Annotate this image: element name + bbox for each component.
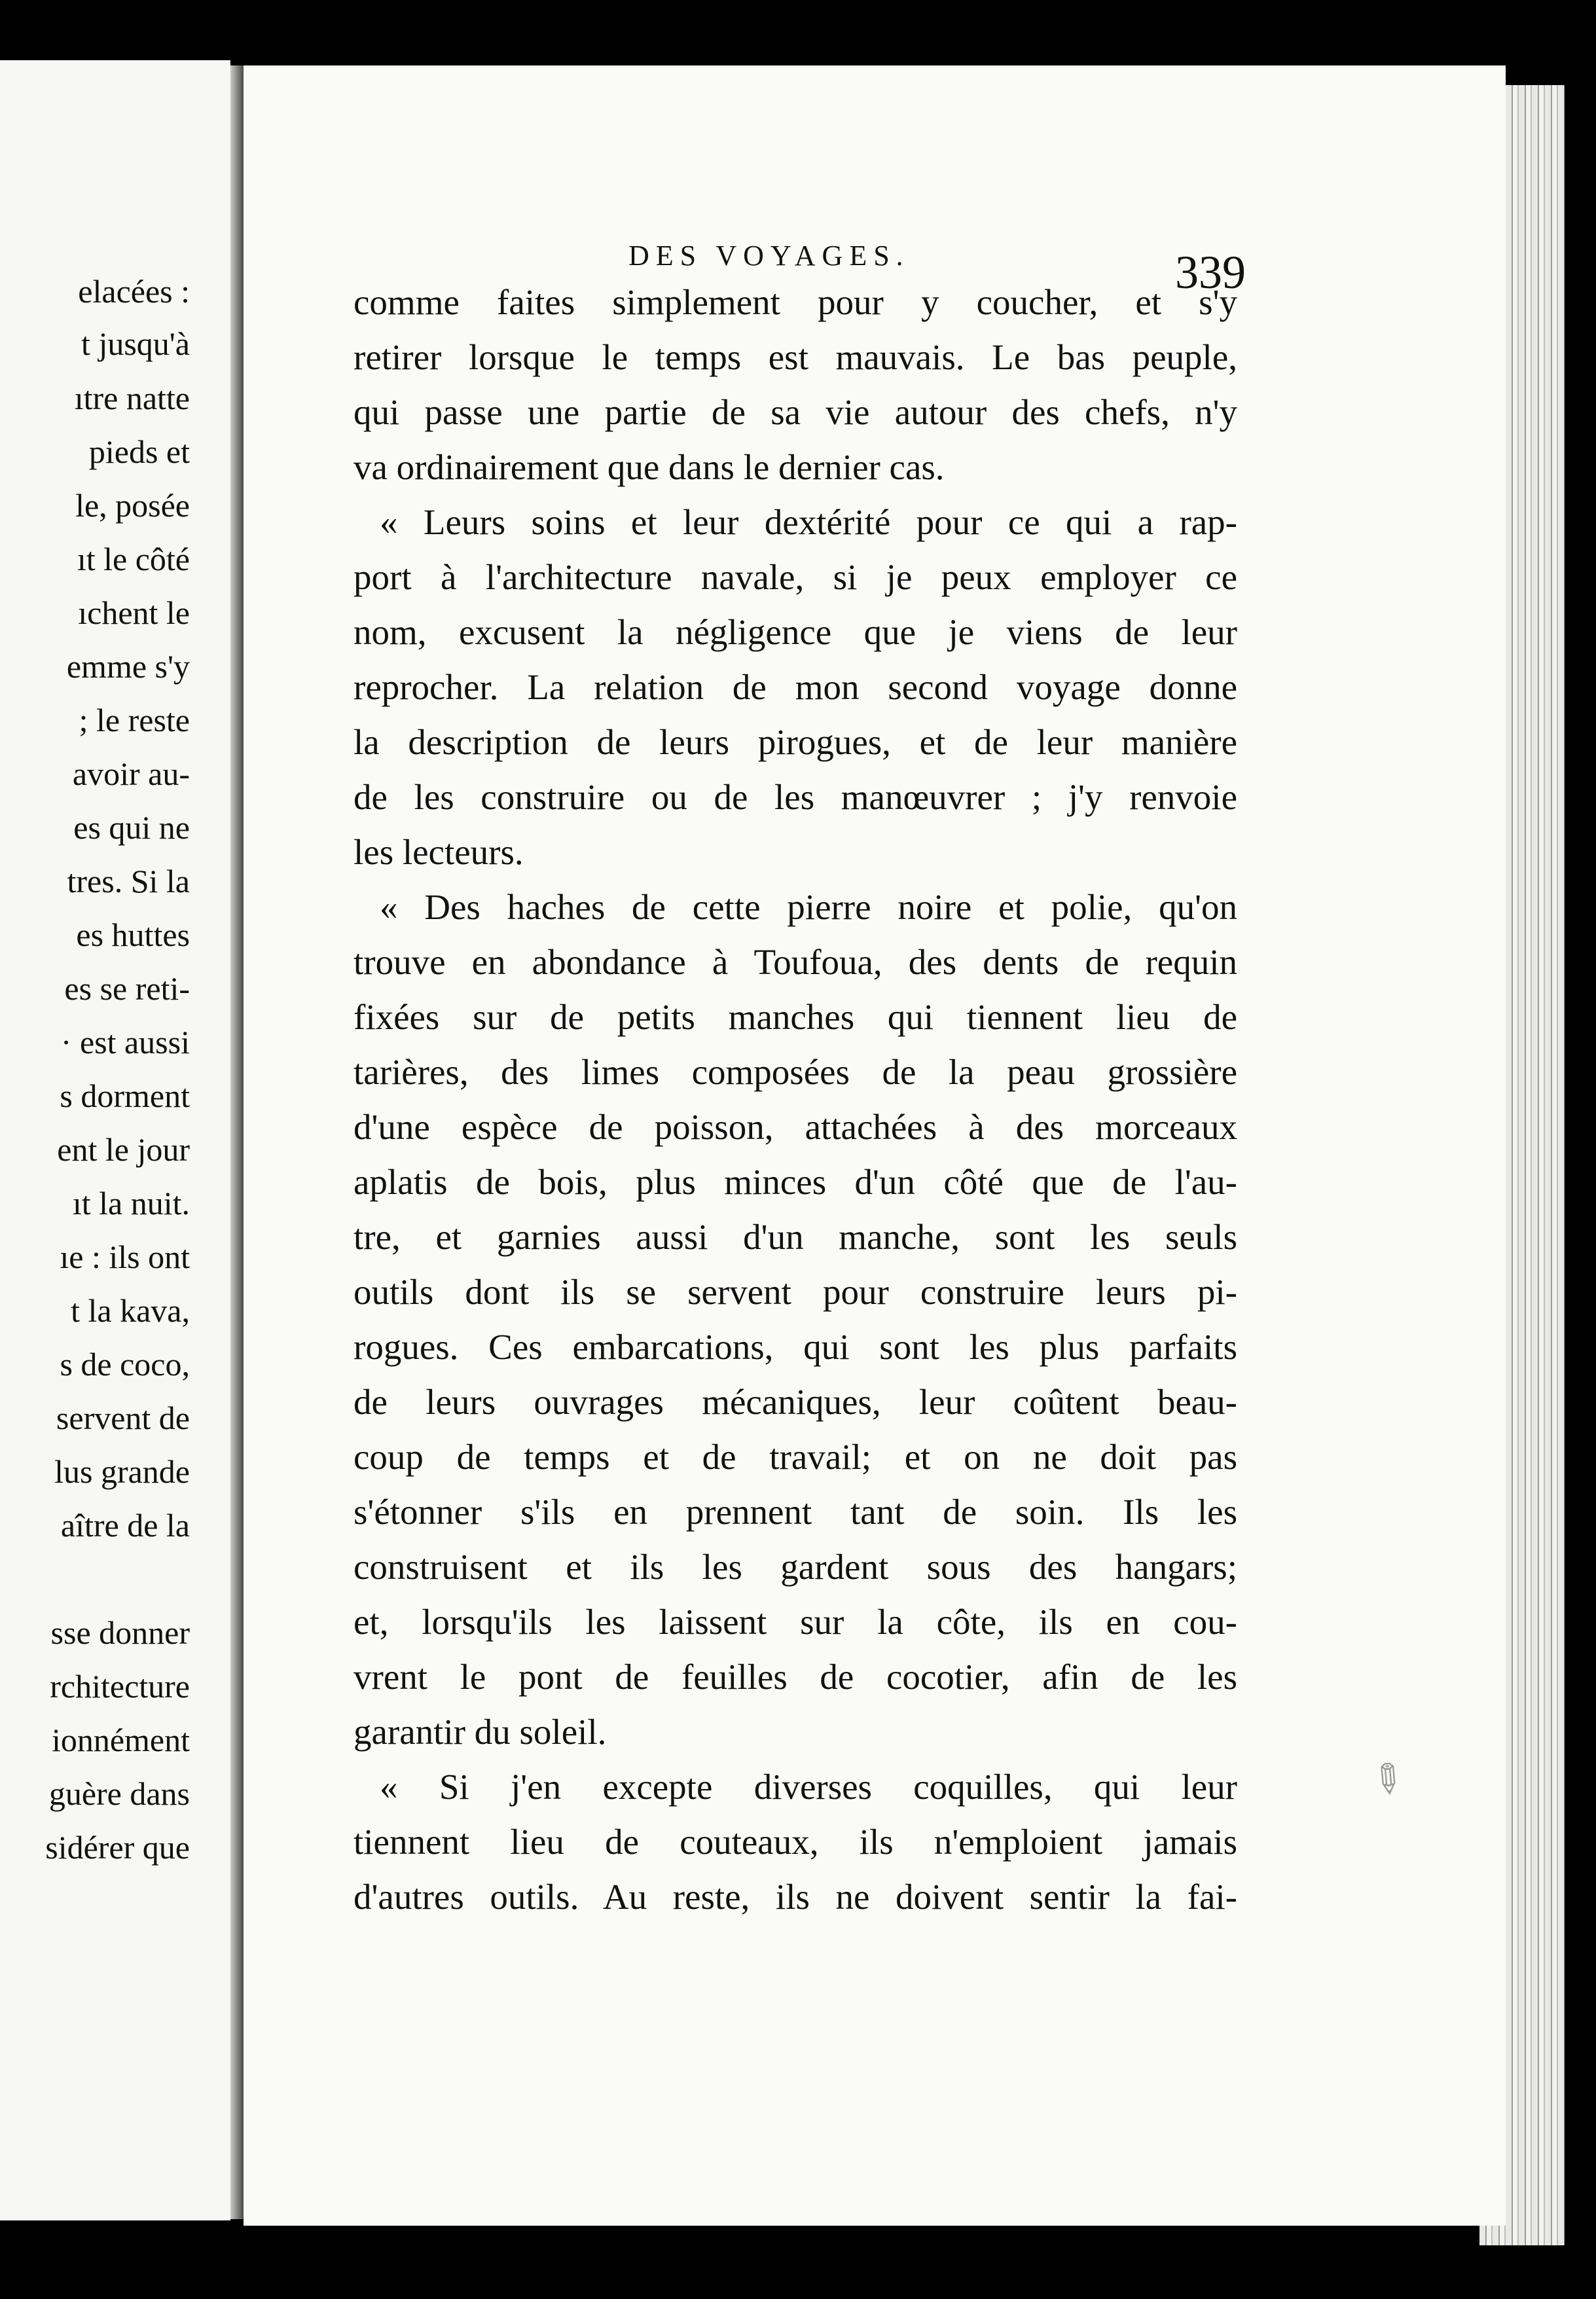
text-line: qui passe une partie de sa vie autour des chefs, n'y xyxy=(354,392,1237,432)
running-head: DES VOYAGES. xyxy=(628,240,910,272)
left-page-line: t la kava, xyxy=(71,1292,190,1329)
left-page-line: ent le jour xyxy=(57,1131,190,1168)
left-page-line: pieds et xyxy=(88,433,190,470)
text-line: les lecteurs. xyxy=(354,832,524,872)
text-line: vrent le pont de feuilles de cocotier, afin de les xyxy=(354,1657,1237,1697)
left-page-line: es qui ne xyxy=(73,809,190,846)
text-line: port à l'architecture navale, si je peux employer ce xyxy=(354,557,1237,597)
left-page-line: ıe : ils ont xyxy=(60,1239,190,1275)
text-line: « Leurs soins et leur dextérité pour ce qui a rap- xyxy=(380,502,1237,542)
text-line: trouve en abondance à Toufoua, des dents de requin xyxy=(354,942,1237,982)
left-page-line: sse donner xyxy=(50,1614,190,1651)
text-line: la description de leurs pirogues, et de leur manière xyxy=(354,722,1237,762)
text-line: « Si j'en excepte diverses coquilles, qui leur xyxy=(380,1767,1237,1807)
text-line: de les construire ou de les manœuvrer ; j'y renvoie xyxy=(354,777,1237,817)
left-page-line: ıt le côté xyxy=(77,541,190,577)
left-page-line: rchitecture xyxy=(50,1668,190,1705)
left-page-line: emme s'y xyxy=(66,648,190,685)
left-page-line: tres. Si la xyxy=(67,863,190,899)
text-line: « Des haches de cette pierre noire et polie, qu'on xyxy=(380,887,1237,927)
text-line: construisent et ils les gardent sous des hangars; xyxy=(354,1547,1237,1587)
text-line: rogues. Ces embarcations, qui sont les plus parfaits xyxy=(354,1327,1237,1367)
left-page-line: ionnément xyxy=(51,1722,190,1758)
text-line: tiennent lieu de couteaux, ils n'emploient jamais xyxy=(354,1822,1237,1862)
left-page-line: es se reti- xyxy=(64,970,190,1007)
left-page-line: servent de xyxy=(56,1400,190,1436)
text-line: coup de temps et de travail; et on ne doit pas xyxy=(354,1437,1237,1477)
left-page-line: sidérer que xyxy=(45,1829,190,1866)
left-page-line: guère dans xyxy=(48,1775,190,1812)
text-line: d'une espèce de poisson, attachées à des morceaux xyxy=(354,1107,1237,1147)
text-line: tre, et garnies aussi d'un manche, sont les seuls xyxy=(354,1217,1237,1257)
text-line: comme faites simplement pour y coucher, et s'y xyxy=(354,282,1237,322)
page-number: 339 xyxy=(1175,246,1246,299)
left-page-line: le, posée xyxy=(75,487,190,524)
text-line: nom, excusent la négligence que je viens de leur xyxy=(354,612,1237,652)
text-line: garantir du soleil. xyxy=(354,1712,607,1752)
left-page-line: elacées : xyxy=(78,273,190,310)
left-page-line: ıt la nuit. xyxy=(72,1185,190,1222)
left-page-line: lus grande xyxy=(54,1453,190,1490)
text-line: s'étonner s'ils en prennent tant de soin. Ils les xyxy=(354,1492,1237,1532)
text-line: aplatis de bois, plus minces d'un côté que de l'au- xyxy=(354,1162,1237,1202)
left-page-line: avoir au- xyxy=(72,755,190,792)
left-page-line: es huttes xyxy=(76,916,190,953)
text-line: d'autres outils. Au reste, ils ne doivent sentir la fai- xyxy=(354,1877,1237,1917)
text-line: et, lorsqu'ils les laissent sur la côte, ils en cou- xyxy=(354,1602,1237,1642)
left-page-line: ıchent le xyxy=(78,594,190,631)
text-line: tarières, des limes composées de la peau grossière xyxy=(354,1052,1237,1092)
left-page-line: aître de la xyxy=(60,1507,190,1544)
text-line: fixées sur de petits manches qui tiennent lieu de xyxy=(354,997,1237,1037)
text-line: outils dont ils se servent pour construire leurs pi- xyxy=(354,1272,1237,1312)
book-gutter xyxy=(230,65,244,2219)
body-text xyxy=(354,275,1237,1925)
text-line: reprocher. La relation de mon second voyage donne xyxy=(354,667,1237,707)
left-page-line: ; le reste xyxy=(79,702,190,738)
text-line: de leurs ouvrages mécaniques, leur coûtent beau- xyxy=(354,1382,1237,1422)
scan-speck: ✎ xyxy=(1360,1752,1414,1807)
left-page-line: · est aussi xyxy=(60,1024,190,1060)
left-page-fragment xyxy=(0,60,230,2220)
left-page-line: s de coco, xyxy=(60,1346,190,1383)
left-page-line: t jusqu'à xyxy=(81,325,190,362)
text-line: va ordinairement que dans le dernier cas. xyxy=(354,447,945,487)
text-line: retirer lorsque le temps est mauvais. Le bas peuple, xyxy=(354,337,1237,377)
left-page-line: s dorment xyxy=(60,1077,190,1114)
left-page-line: ıtre natte xyxy=(74,380,190,416)
